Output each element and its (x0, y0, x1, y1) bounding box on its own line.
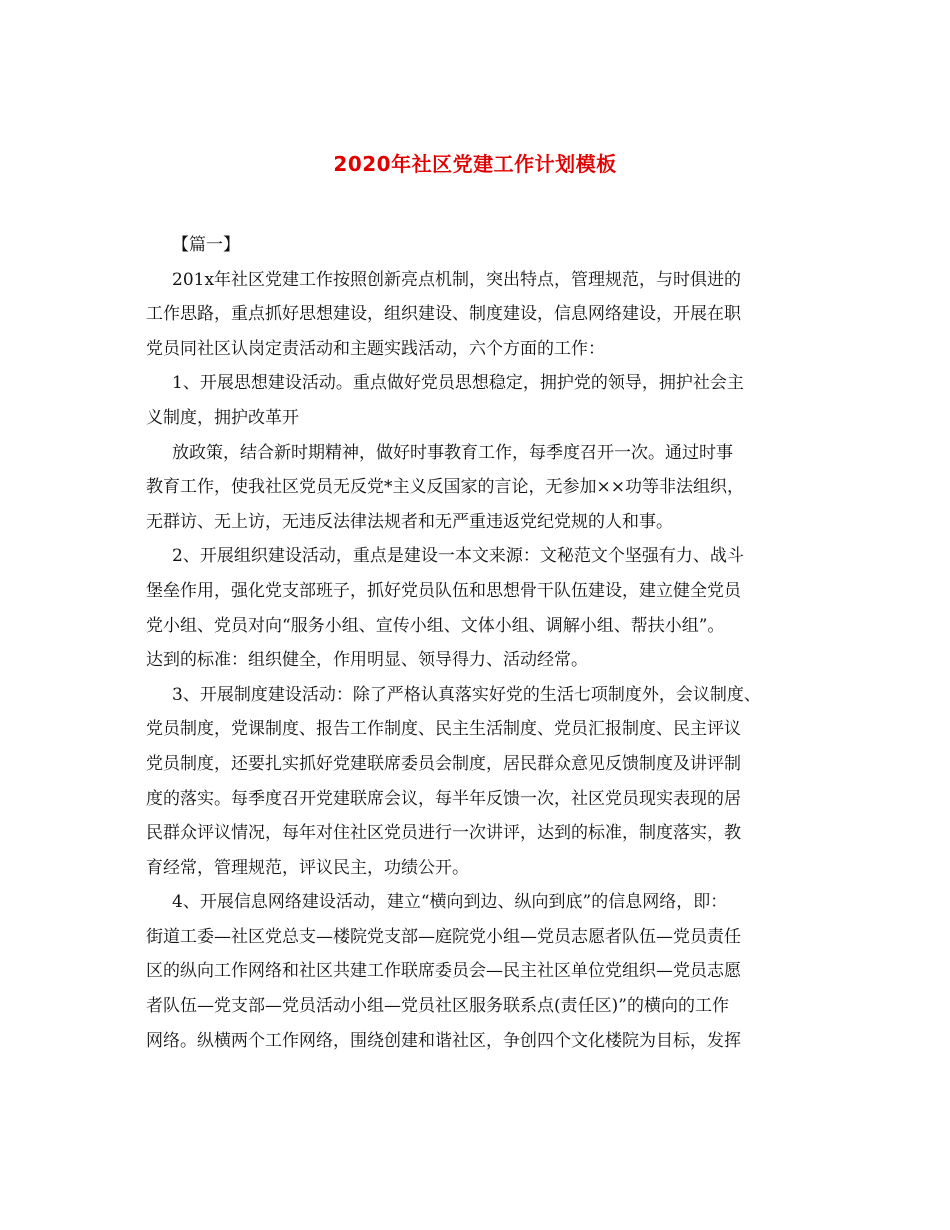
text-line: 工作思路，重点抓好思想建设，组织建设、制度建设，信息网络建设，开展在职 (146, 304, 741, 325)
text-line: 1、开展思想建设活动。重点做好党员思想稳定，拥护党的领导，拥护社会主 (172, 373, 744, 394)
document-body (146, 228, 810, 1058)
text-line: 2、开展组织建设活动，重点是建设一本文来源：文秘范文个坚强有力、战斗 (172, 546, 744, 567)
text-line: 教育工作，使我社区党员无反党*主义反国家的言论，无参加××功等非法组织， (146, 477, 744, 498)
text-line: 无群访、无上访，无违反法律法规者和无严重违返党纪党规的人和事。 (146, 511, 673, 532)
text-line: 者队伍—党支部—党员活动小组—党员社区服务联系点(责任区)”的横向的工作 (146, 996, 729, 1017)
text-line: 党员制度，还要扎实抓好党建联席委员会制度，居民群众意见反馈制度及讲评制 (146, 753, 741, 774)
text-line: 堡垒作用，强化党支部班子，抓好党员队伍和思想骨干队伍建设，建立健全党员 (146, 580, 741, 601)
text-line: 3、开展制度建设活动：除了严格认真落实好党的生活七项制度外，会议制度、 (172, 684, 761, 705)
text-line: 【篇一】 (172, 235, 240, 255)
text-line: 义制度，拥护改革开 (146, 407, 299, 428)
text-line: 民群众评议情况，每年对住社区党员进行一次讲评，达到的标准，制度落实，教 (146, 823, 741, 844)
text-line: 度的落实。每季度召开党建联席会议，每半年反馈一次，社区党员现实表现的居 (146, 788, 741, 809)
text-line: 党小组、党员对向“服务小组、宣传小组、文体小组、调解小组、帮扶小组”。 (146, 615, 725, 636)
text-line: 放政策，结合新时期精神，做好时事教育工作，每季度召开一次。通过时事 (172, 442, 733, 463)
text-line: 党员同社区认岗定责活动和主题实践活动，六个方面的工作： (146, 338, 605, 359)
document-title: 2020年社区党建工作计划模板 (333, 152, 617, 176)
text-line: 党员制度，党课制度、报告工作制度、民主生活制度、党员汇报制度、民主评议 (146, 719, 741, 740)
text-line: 育经常，管理规范，评议民主，功绩公开。 (146, 857, 469, 878)
text-line: 4、开展信息网络建设活动，建立“横向到边、纵向到底”的信息网络，即： (172, 892, 728, 913)
text-line: 网络。纵横两个工作网络，围绕创建和谐社区，争创四个文化楼院为目标，发挥 (146, 1030, 741, 1051)
text-line: 达到的标准：组织健全，作用明显、领导得力、活动经常。 (146, 650, 588, 671)
text-line: 201x年社区党建工作按照创新亮点机制，突出特点，管理规范，与时俱进的 (172, 269, 742, 290)
text-line: 街道工委—社区党总支—楼院党支部—庭院党小组—党员志愿者队伍—党员责任 (146, 926, 741, 947)
text-line: 区的纵向工作网络和社区共建工作联席委员会—民主社区单位党组织—党员志愿 (146, 961, 741, 982)
